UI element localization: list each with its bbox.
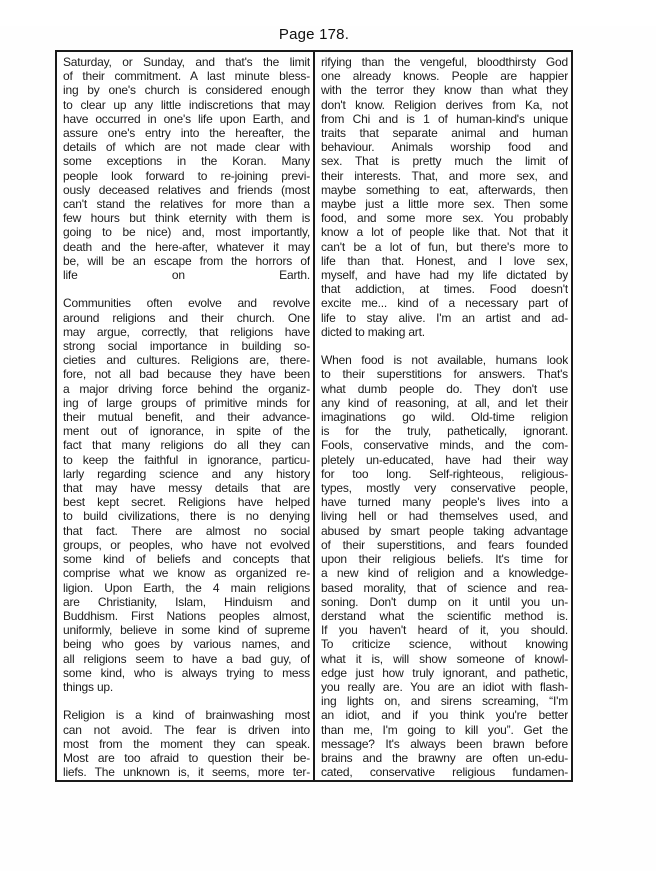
text-line: imaginations go wild. Old-time religion (321, 410, 568, 425)
text-line: people look forward to re-joining previ- (63, 168, 310, 183)
text-line: cated, conservative religious fundamen- (321, 765, 568, 780)
text-line: upon their religious beliefs. It's time for (321, 552, 568, 567)
text-line: one already knows. People are happier (321, 69, 568, 84)
text-line: edge just how truly ignorant, and pathetic, (321, 665, 568, 680)
text-line: abused by smart people taking advantage (321, 523, 568, 538)
text-line: ously deceased relatives and friends (most (63, 182, 310, 197)
text-line: to keep the faithful in ignorance, particu- (63, 452, 310, 467)
text-line: food, and some more sex. You probably (321, 211, 568, 226)
text-line: can't stand the relatives for more than a (63, 197, 310, 212)
text-line: can't be a lot of fun, but there's more to (321, 239, 568, 254)
text-line: traits that separate animal and human (321, 126, 568, 141)
text-line: may argue, correctly, that religions have (63, 324, 310, 339)
text-line: best kept secret. Religions have helped (63, 495, 310, 510)
text-line: some exceptions in the Koran. Many (63, 154, 310, 169)
text-line: that may have messy details that are (63, 481, 310, 496)
text-line: most from the moment they can speak. (63, 736, 310, 751)
text-line: their interests. That, and more sex, and (321, 168, 568, 183)
text-line: sex. That is pretty much the limit of (321, 154, 568, 169)
text-line: behaviour. Animals worship food and (321, 140, 568, 155)
text-line: larly regarding science and any history (63, 466, 310, 481)
text-line: pletely un-educated, have had their way (321, 452, 568, 467)
text-line: death and the here-after, whatever it may (63, 239, 310, 254)
text-line: life to stay alive. I'm an artist and ad- (321, 310, 568, 325)
text-line: of their commitment. A last minute bless- (63, 69, 310, 84)
text-line: Saturday, or Sunday, and that's the limit (63, 55, 310, 69)
text-line: myself, and have had my life dictated by (321, 268, 568, 283)
text-line: maybe just a little more sex. Then some (321, 197, 568, 212)
text-line: Religion is a kind of brainwashing most (63, 708, 310, 723)
text-line: few hours but think eternity with them is (63, 211, 310, 226)
text-line: uniformly, believe in some kind of supreme (63, 623, 310, 638)
text-line: that addiction, at times. Food doesn't (321, 282, 568, 297)
text-line: life on Earth. (63, 268, 310, 283)
text-line: around religions and their church. One (63, 310, 310, 325)
text-line: comprise what we know as organized re- (63, 566, 310, 581)
text-line: life than that. Honest, and I love sex, (321, 253, 568, 268)
text-line: going to be nice) and, most importantly, (63, 225, 310, 240)
text-line: cieties and cultures. Religions are, there- (63, 353, 310, 368)
text-line: derstand what the scientific method is. (321, 608, 568, 623)
page-number-header: Page 178. (278, 26, 350, 43)
paragraph (63, 708, 310, 779)
text-line: a major driving force behind the organiz- (63, 381, 310, 396)
text-line: soning. Don't dump on it until you un- (321, 594, 568, 609)
text-line: To criticize science, without knowing (321, 637, 568, 652)
text-line: When food is not available, humans look (321, 353, 568, 368)
paragraph (63, 296, 310, 694)
text-line: Buddhism. First Nations peoples almost, (63, 608, 310, 623)
text-line: any kind of reasoning, at all, and let their (321, 395, 568, 410)
text-line: don't know. Religion derives from Ka, not (321, 97, 568, 112)
text-line: being who goes by various names, and (63, 637, 310, 652)
paragraph (321, 353, 568, 779)
text-line: what dumb people do. They don't use (321, 381, 568, 396)
text-line: types, mostly very conservative people, (321, 481, 568, 496)
text-line: have turned many people's lives into a (321, 495, 568, 510)
text-line: know a lot of people like that. Not that it (321, 225, 568, 240)
text-box (55, 50, 573, 782)
text-line: some kind, who is always trying to mess (63, 665, 310, 680)
text-line: assure one's entry into the hereafter, the (63, 126, 310, 141)
text-line: be, will be an escape from the horrors of (63, 253, 310, 268)
scanned-book-page (0, 26, 656, 871)
paragraph (321, 55, 568, 339)
text-line: based morality, that of science and rea- (321, 580, 568, 595)
text-line: If you haven't heard of it, you should. (321, 623, 568, 638)
text-line: rifying than the vengeful, bloodthirsty God (321, 55, 568, 69)
text-line: for too long. Self-righteous, religious- (321, 466, 568, 481)
text-line: of their superstitions, and fears founded (321, 537, 568, 552)
column-right (313, 52, 571, 780)
text-line: things up. (63, 679, 114, 694)
paragraph (63, 55, 310, 282)
text-line: liefs. The unknown is, it seems, more ter- (63, 765, 310, 780)
text-line: what it is, will show someone of knowl- (321, 651, 568, 666)
text-line: brains and the brawny are often un-edu- (321, 750, 568, 765)
text-line: excite me... kind of a necessary part of (321, 296, 568, 311)
text-line: ing by one's church is considered enough (63, 83, 310, 98)
text-line: with the terror they know than what they (321, 83, 568, 98)
text-line: an idiot, and if you think you're better (321, 708, 568, 723)
text-line: are Christianity, Islam, Hinduism and (63, 594, 310, 609)
text-line: have occurred in one's life upon Earth, and (63, 111, 310, 126)
text-line: to their superstitions for answers. That's (321, 367, 568, 382)
text-line: all religions seem to have a bad guy, of (63, 651, 310, 666)
text-line: fact that many religions do all they can (63, 438, 310, 453)
text-line: groups, or peoples, who have not evolved (63, 537, 310, 552)
text-line: than me, I'm going to kill you”. Get the (321, 722, 568, 737)
text-line: you really are. You are an idiot with flash- (321, 679, 568, 694)
text-line: that fact. There are almost no social (63, 523, 310, 538)
text-line: to clear up any little indiscretions that may (63, 97, 310, 112)
text-line: some kind of beliefs and concepts that (63, 552, 310, 567)
text-line: maybe something to eat, afterwards, then (321, 182, 568, 197)
text-line: a new kind of religion and a knowledge- (321, 566, 568, 581)
text-line: ing of large groups of primitive minds for (63, 395, 310, 410)
text-line: strong social importance in building so- (63, 339, 310, 354)
text-line: to build civilizations, there is no denying (63, 509, 310, 524)
text-line: ment out of ignorance, in spite of the (63, 424, 310, 439)
text-line: fore, not all bad because they have been (63, 367, 310, 382)
text-line: ligion. Upon Earth, the 4 main religions (63, 580, 310, 595)
text-line: details of which are not made clear with (63, 140, 310, 155)
text-line: message? It's always been brawn before (321, 736, 568, 751)
text-line: Most are too afraid to question their be- (63, 750, 310, 765)
text-line: Communities often evolve and revolve (63, 296, 310, 311)
column-left (57, 52, 313, 780)
text-line: dicted to making art. (321, 324, 425, 339)
text-line: ing lights on, and sirens screaming, “I'm (321, 694, 568, 709)
text-line: can not avoid. The fear is driven into (63, 722, 310, 737)
text-line: from Chi and is 1 of human-kind's unique (321, 111, 568, 126)
text-line: living hell or had themselves used, and (321, 509, 568, 524)
text-line: Fools, conservative minds, and the com- (321, 438, 568, 453)
text-line: is for the truly, pathetically, ignorant. (321, 424, 568, 439)
text-line: their mutual benefit, and their advance- (63, 410, 310, 425)
